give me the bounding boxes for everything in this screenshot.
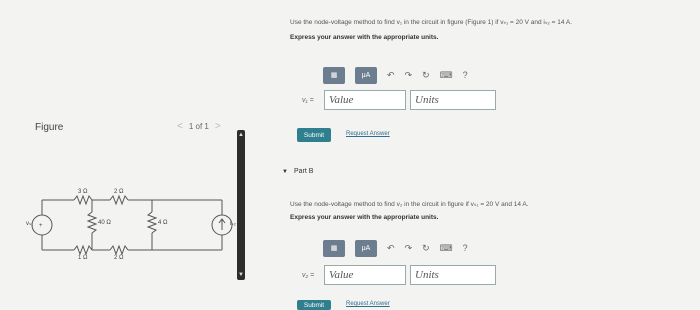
part-a-value-input[interactable]: Value [324,90,406,110]
part-b-submit-button[interactable]: Submit [297,300,331,310]
circuit-label-r6: 2 Ω [114,255,124,261]
part-b-variable-label: v₂ = [302,271,315,279]
figure-pager [177,121,221,132]
undo-icon[interactable]: ↶ [387,69,395,80]
keyboard-icon[interactable]: ⌨ [439,242,453,253]
redo-icon[interactable]: ↷ [404,242,413,253]
pager-prev-button[interactable]: < [177,121,183,132]
circuit-svg [22,180,252,270]
keyboard-icon[interactable]: ⌨ [439,69,453,80]
pager-text: 1 of 1 [188,122,209,131]
part-a-instruction: Express your answer with the appropriate units. [290,34,439,41]
part-a-answer-row [302,90,496,110]
templates-button[interactable]: ▦ [323,67,345,84]
scroll-down-icon[interactable]: ▼ [238,272,244,278]
circuit-diagram [22,180,252,270]
circuit-label-r5: 1 Ω [78,255,88,261]
circuit-label-is: iₛ₂ [230,221,236,227]
part-b-value-input[interactable]: Value [324,265,406,285]
part-a-question: Use the node-voltage method to find v₁ in the circuit in figure (Figure 1) if vₛ₁ = 20 V and iₛ₂ = 14 A. [290,19,573,26]
pager-next-button[interactable]: > [214,121,221,132]
reset-icon[interactable]: ↻ [422,69,430,80]
help-icon[interactable]: ? [462,243,468,253]
circuit-label-vs: vₛ₁ [26,221,34,227]
part-b-label-text: Part B [293,168,314,175]
part-b-toolbar [323,239,468,257]
part-a-units-input[interactable]: Units [410,90,496,110]
part-b-request-answer-link[interactable]: Request Answer [346,301,390,307]
part-b-label[interactable] [282,168,313,175]
figure-title: Figure [35,122,64,133]
part-b-question: Use the node-voltage method to find v₂ in the circuit in figure if vₛ₁ = 20 V and 14 A. [290,201,529,208]
figure-scrollbar[interactable] [237,130,245,280]
circuit-label-r2: 2 Ω [114,189,124,195]
circuit-label-r4: 4 Ω [158,220,168,226]
svg-text:+: + [39,223,43,229]
units-button[interactable]: μA [355,240,377,257]
part-b-units-input[interactable]: Units [410,265,496,285]
templates-button[interactable]: ▦ [323,240,345,257]
part-a-submit-button[interactable]: Submit [297,128,331,142]
part-a-toolbar [323,66,468,84]
part-b-answer-row [302,265,496,285]
part-a-variable-label: v₁ = [302,96,314,104]
collapse-icon: ▼ [282,169,288,175]
redo-icon[interactable]: ↷ [404,69,413,80]
part-a-request-answer-link[interactable]: Request Answer [346,131,390,137]
help-icon[interactable]: ? [462,70,468,80]
circuit-label-r3: 40 Ω [98,220,111,226]
part-b-instruction: Express your answer with the appropriate units. [290,214,439,221]
reset-icon[interactable]: ↻ [422,242,430,253]
circuit-label-r1: 3 Ω [78,189,88,195]
units-button[interactable]: μA [355,67,377,84]
scroll-up-icon[interactable]: ▲ [238,132,244,138]
undo-icon[interactable]: ↶ [387,242,395,253]
